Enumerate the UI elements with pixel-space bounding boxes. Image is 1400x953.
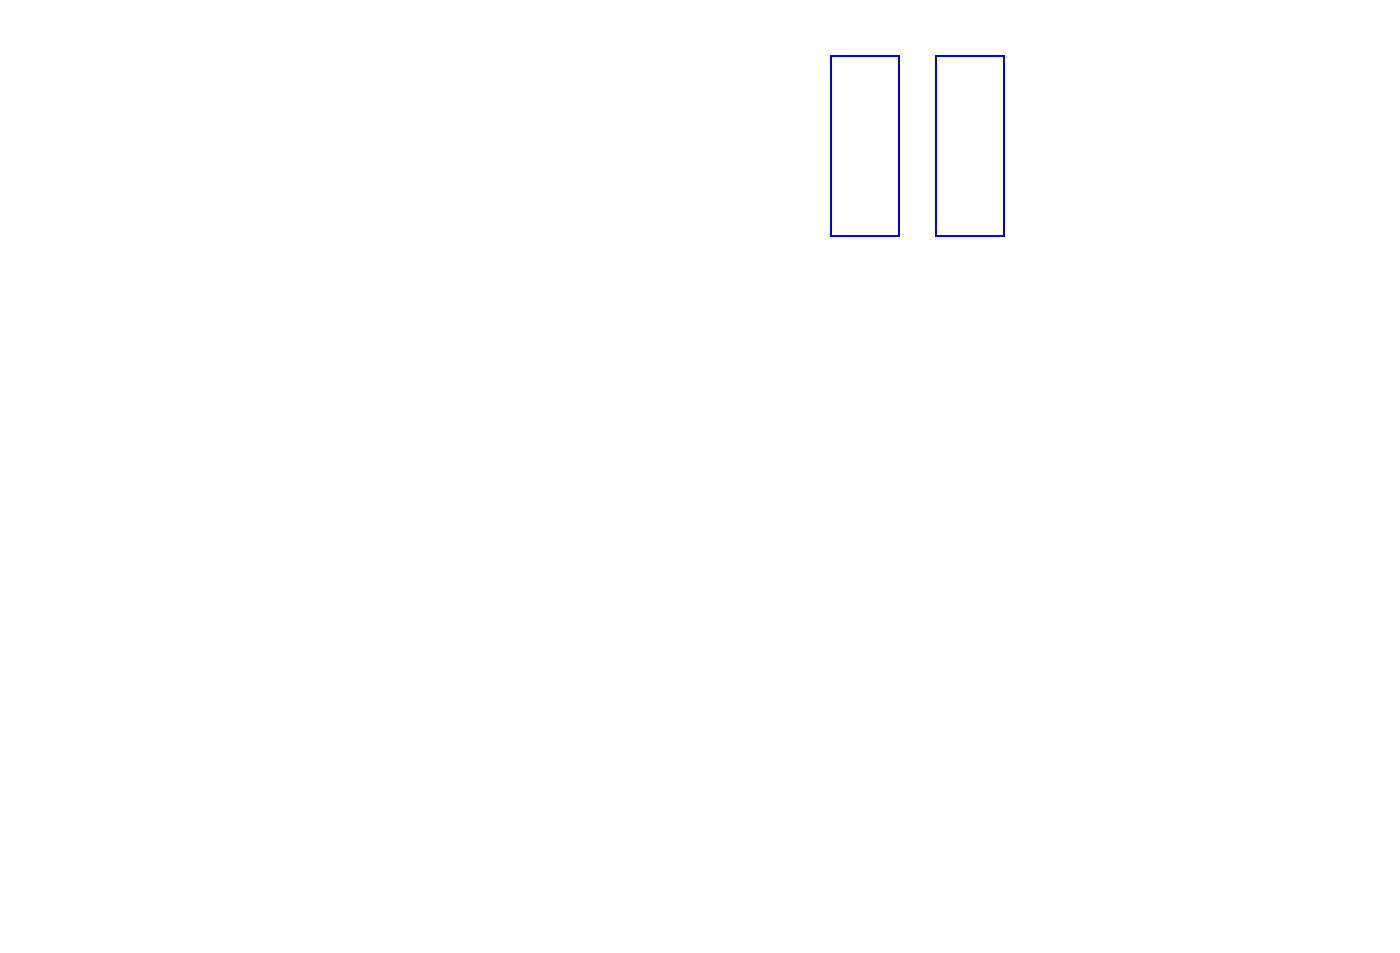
full-spectrum-chart	[60, 276, 1390, 471]
clean-image	[935, 55, 1005, 237]
with-sky-image	[830, 55, 900, 237]
line-fit-inset-chart	[1030, 40, 1375, 250]
2d-spec-cutout-grid	[441, 30, 821, 260]
catalog-footer	[68, 874, 101, 953]
aperture-panel-row	[0, 503, 1400, 743]
